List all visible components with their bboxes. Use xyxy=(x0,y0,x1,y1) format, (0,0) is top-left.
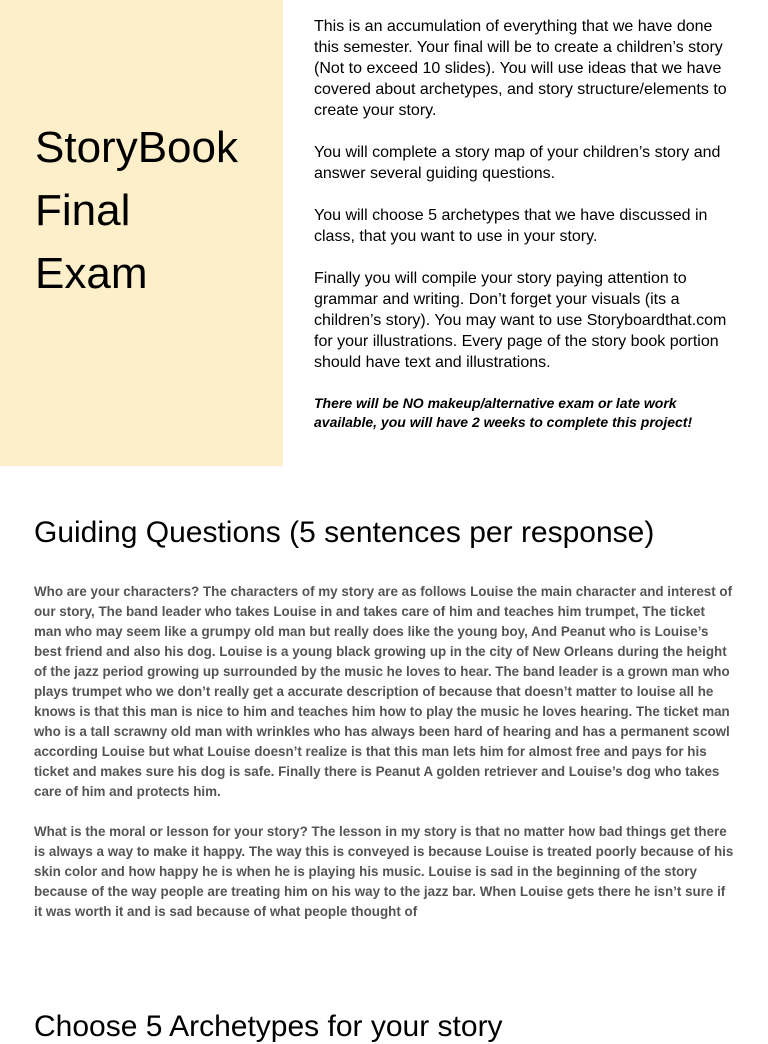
section-heading: Choose 5 Archetypes for your story xyxy=(34,1010,503,1043)
title-line: Exam xyxy=(35,249,148,298)
answers-text xyxy=(34,582,736,942)
guiding-questions-slide xyxy=(0,466,768,936)
page-title xyxy=(35,116,238,305)
instruction-paragraph: You will choose 5 archetypes that we have discussed in class, that you want to use in your story. xyxy=(314,207,708,245)
deadline-warning: There will be NO makeup/alternative exam or late work available, you will have 2 weeks to complete this project! xyxy=(314,395,693,430)
title-line: StoryBook xyxy=(35,123,238,172)
section-heading: Guiding Questions (5 sentences per response) xyxy=(34,516,655,549)
title-line: Final xyxy=(35,186,131,235)
answer-paragraph: Who are your characters? The characters of my story are as follows Louise the main character and interest of our story, The band leader who takes Louise in and takes care of him and teaches him trumpet, The ticket man who may seem like a grumpy old man but really does like the young boy, And Peanut who is Louise’s best friend and also his dog. Louise is a young black growing up in the city of New Orleans during the height of the jazz period growing up surrounded by the music he loves to hear. The band leader is a grown man who plays trumpet who we don’t really get a accurate description of because that doesn’t matter to louise all he knows is that this man is nice to him and teaches him how to play the music he loves hearing. The ticket man who is a tall scrawny old man with wrinkles who has always been hard of hearing and has a permanent scowl according Louise but what Louise doesn’t realize is that this man lets him for almost free and pays for his ticket and makes sure his dog is safe. Finally there is Peanut A golden retriever and Louise’s dog who takes care of him and protects him. xyxy=(34,584,733,799)
instruction-paragraph: This is an accumulation of everything that we have done this semester. Your final will be to create a children’s story (Not to exceed 10 slides). You will use ideas that we have covered about archetypes, and story structure/elements to create your story. xyxy=(314,18,727,119)
title-panel xyxy=(0,0,283,466)
instruction-paragraph: You will complete a story map of your children’s story and answer several guiding questions. xyxy=(314,144,721,182)
instructions-text xyxy=(314,16,734,453)
instruction-paragraph: Finally you will compile your story paying attention to grammar and writing. Don’t forget your visuals (its a children’s story). You may want to use Storyboardthat.com for your illustrations. Every page of the story book portion should have text and illustrations. xyxy=(314,270,727,371)
archetypes-slide xyxy=(0,992,768,1043)
intro-slide xyxy=(0,0,768,466)
answer-paragraph: What is the moral or lesson for your story? The lesson in my story is that no matter how bad things get there is always a way to make it happy. The way this is conveyed is because Louise is treated poorly because of his skin color and how happy he is when he is playing his music. Louise is sad in the beginning of the story because of the way people are treating him on his way to the jazz bar. When Louise gets there he isn’t sure if it was worth it and is sad because of what people thought of xyxy=(34,824,734,919)
